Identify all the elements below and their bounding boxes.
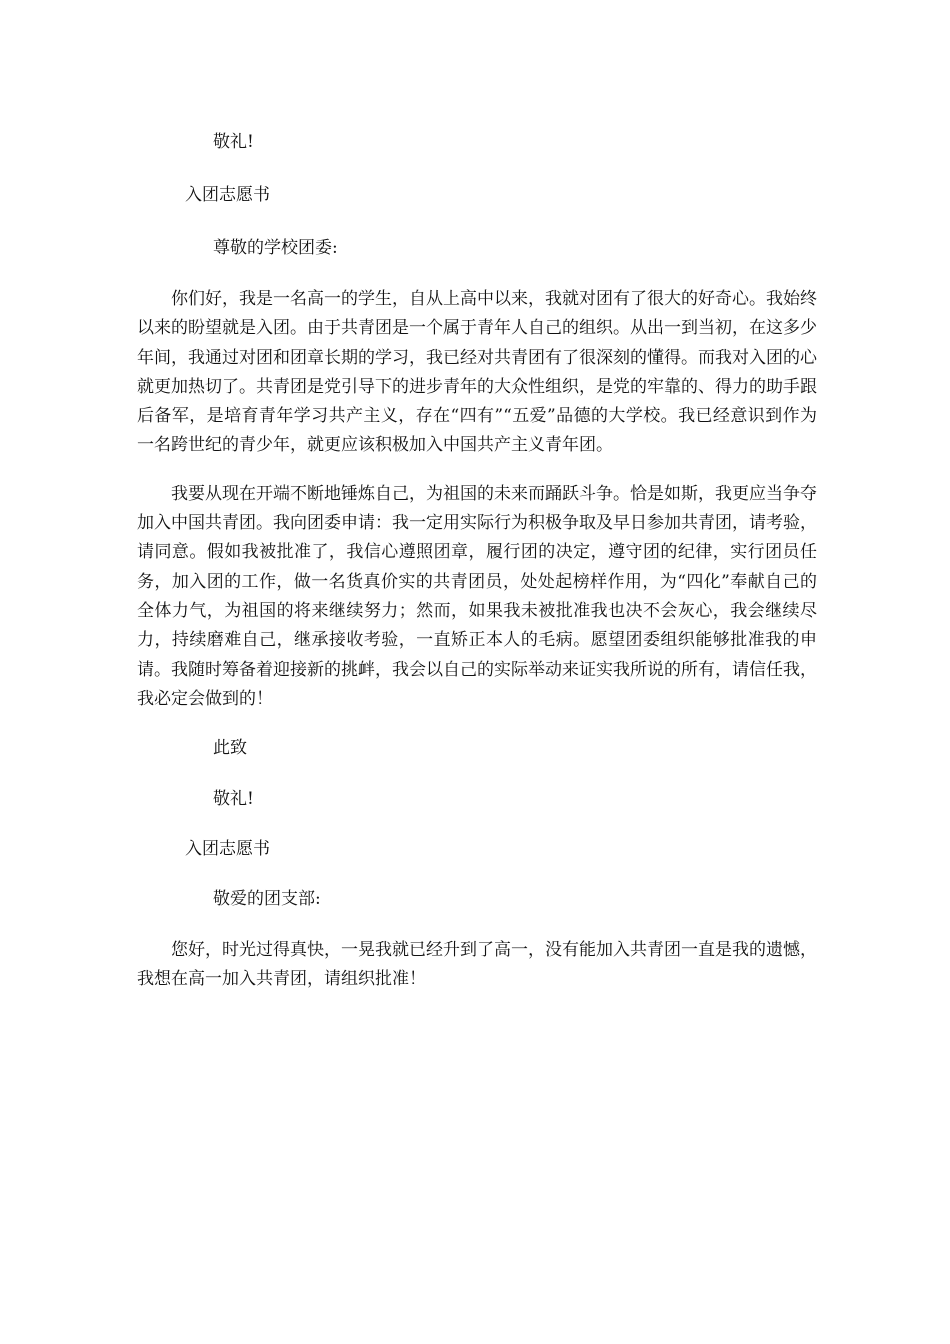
- body-paragraph: 我要从现在开端不断地锤炼自己，为祖国的未来而踊跃斗争。恰是如斯，我更应当争夺加入中国共青团。我向团委申请：我一定用实际行为积极争取及早日参加共青团，请考验，请同意。假如我被批准了，我信心遵照团章，履行团的决定，遵守团的纪律，实行团员任务，加入团的工作，做一名货真价实的共青团员，处处起榜样作用，为“四化”奉献自己的全体力气，为祖国的将来继续努力；然而，如果我未被批准我也决不会灰心，我会继续尽力，持续磨难自己，继承接收考验，一直矫正本人的毛病。愿望团委组织能够批准我的申请。我随时筹备着迎接新的挑衅，我会以自己的实际举动来证实我所说的所有，请信任我，我必定会做到的！: [137, 483, 817, 709]
- body-paragraph: 您好，时光过得真快，一晃我就已经升到了高一，没有能加入共青团一直是我的遗憾，我想在高一加入共青团，请组织批准！: [137, 940, 817, 990]
- closing-greeting: 敬礼!: [213, 789, 254, 810]
- salutation: 敬爱的团支部:: [213, 889, 321, 910]
- closing-greeting: 敬礼!: [213, 132, 254, 152]
- document-title: 入团志愿书: [185, 185, 270, 205]
- document-page: [137, 128, 817, 995]
- document-title: 入团志愿书: [185, 839, 270, 860]
- salutation: 尊敬的学校团委:: [213, 238, 338, 258]
- closing-phrase: 此致: [213, 738, 247, 759]
- body-paragraph: 你们好，我是一名高一的学生，自从上高中以来，我就对团有了很大的好奇心。我始终以来的盼望就是入团。由于共青团是一个属于青年人自己的组织。从出一到当初，在这多少年间，我通过对团和团章长期的学习，我已经对共青团有了很深刻的懂得。而我对入团的心就更加热切了。共青团是党引导下的进步青年的大众性组织，是党的牢靠的、得力的助手跟后备军，是培育青年学习共产主义，存在“四有”“五爱”品德的大学校。我已经意识到作为一名跨世纪的青少年，就更应该积极加入中国共产主义青年团。: [137, 289, 817, 456]
